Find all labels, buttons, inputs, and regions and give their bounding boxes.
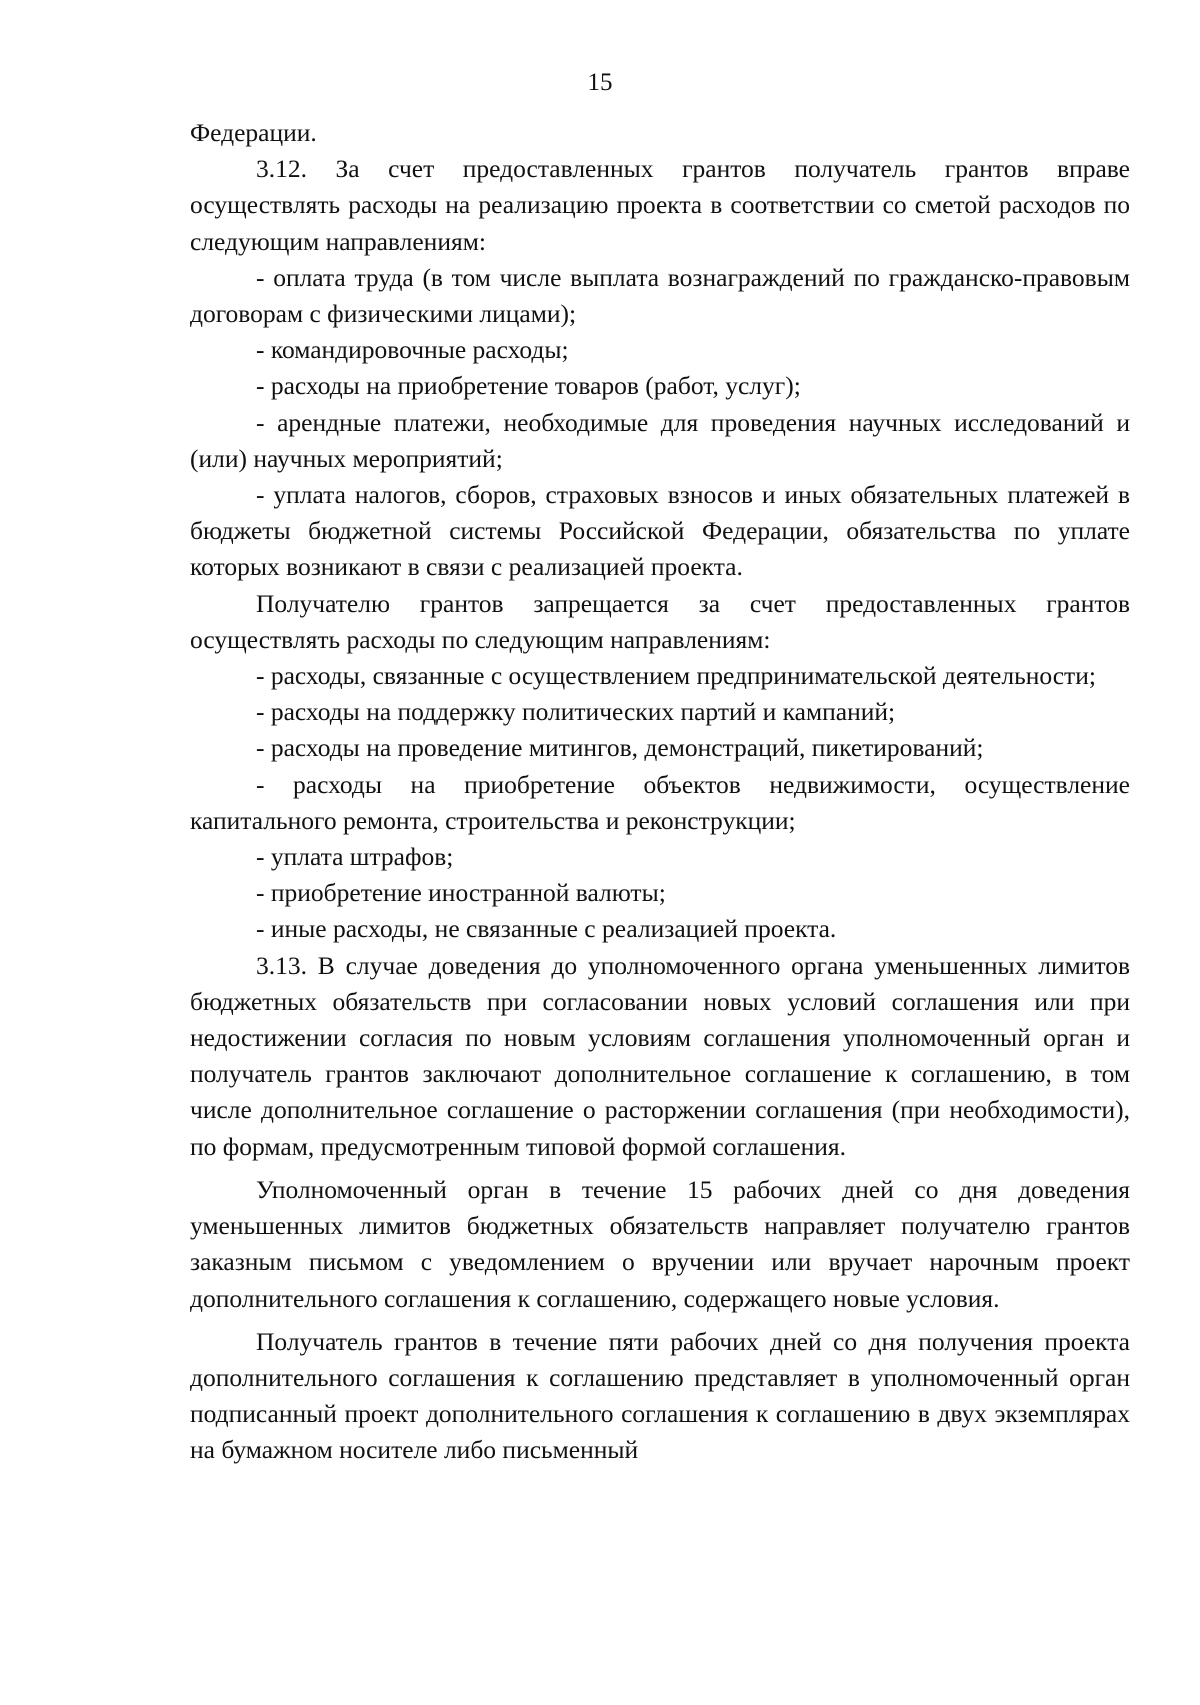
paragraph-3-13: 3.13. В случае доведения до уполномоченного органа уменьшенных лимитов бюджетных обязательств при согласовании новых условий соглашения или при недостижении согласия по новым условиям соглашения уполномоченный орган и получатель грантов заключают дополнительное соглашение к соглашению, в том числе дополнительное соглашение о расторжении соглашения (при необходимости), по формам, предусмотренным типовой формой соглашения. bbox=[190, 950, 1130, 1161]
list-item-labor-pay: - оплата труда (в том числе выплата вознаграждений по гражданско-правовым договорам с физическими лицами); bbox=[190, 262, 1130, 329]
list-item-currency: - приобретение иностранной валюты; bbox=[256, 878, 666, 908]
list-item-fines: - уплата штрафов; bbox=[256, 842, 454, 872]
paragraph-prohibited: Получателю грантов запрещается за счет предоставленных грантов осуществлять расходы по следующим направлениям: bbox=[190, 588, 1130, 654]
list-item-rent: - арендные платежи, необходимые для проведения научных исследований и (или) научных мероприятий; bbox=[190, 407, 1130, 473]
list-item-travel: - командировочные расходы; bbox=[256, 335, 569, 365]
list-item-other: - иные расходы, не связанные с реализацией проекта. bbox=[256, 914, 837, 944]
list-item-politics: - расходы на поддержку политических партий и кампаний; bbox=[256, 697, 896, 727]
paragraph-federation-end: Федерации. bbox=[190, 118, 317, 147]
list-item-rallies: - расходы на проведение митингов, демонстраций, пикетирований; bbox=[256, 733, 984, 763]
list-item-business: - расходы, связанные с осуществлением предпринимательской деятельности; bbox=[256, 661, 1096, 691]
list-item-goods: - расходы на приобретение товаров (работ, услуг); bbox=[256, 371, 801, 401]
page-number: 15 bbox=[587, 69, 613, 96]
list-item-real-estate: - расходы на приобретение объектов недвижимости, осуществление капитального ремонта, строительства и реконструкции; bbox=[190, 769, 1130, 835]
paragraph-authorized-body: Уполномоченный орган в течение 15 рабочих дней со дня доведения уменьшенных лимитов бюджетных обязательств направляет получателю грантов заказным письмом с уведомлением о вручении или вручает нарочным проект дополнительного соглашения к соглашению, содержащего новые условия. bbox=[190, 1174, 1130, 1313]
paragraph-3-12: 3.12. За счет предоставленных грантов получатель грантов вправе осуществлять расходы на реализацию проекта в соответствии со сметой расходов по следующим направлениям: bbox=[190, 154, 1130, 256]
list-item-taxes: - уплата налогов, сборов, страховых взносов и иных обязательных платежей в бюджеты бюджетной системы Российской Федерации, обязательства по уплате которых возникают в связи с реализацией проекта. bbox=[190, 480, 1130, 582]
document-body bbox=[190, 115, 1130, 1469]
paragraph-grant-recipient: Получатель грантов в течение пяти рабочих дней со дня получения проекта дополнительного соглашения к соглашению представляет в уполномоченный орган подписанный проект дополнительного соглашения к соглашению в двух экземплярах на бумажном носителе либо письменный bbox=[190, 1326, 1130, 1465]
